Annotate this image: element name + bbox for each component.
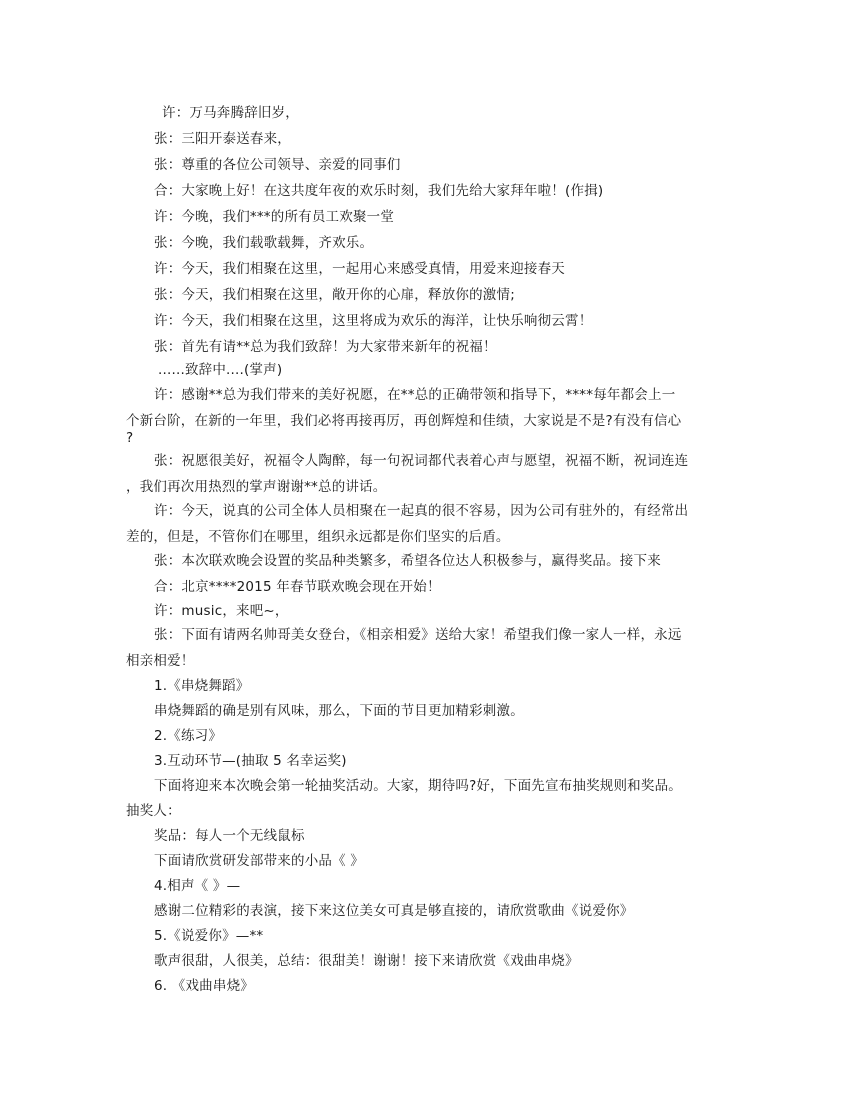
script-line: 张：下面有请两名帅哥美女登台，《相亲相爱》送给大家！希望我们像一家人一样，永远 bbox=[154, 627, 682, 643]
script-line: 抽奖人： bbox=[126, 803, 181, 819]
script-line: 许：今天，我们相聚在这里，一起用心来感受真情，用爱来迎接春天 bbox=[154, 261, 565, 277]
script-line: ? bbox=[126, 430, 134, 446]
script-line: 5.《说爱你》—** bbox=[154, 928, 264, 944]
script-line: 相亲相爱！ bbox=[126, 653, 195, 669]
script-line: 张：首先有请**总为我们致辞！为大家带来新年的祝福！ bbox=[154, 339, 497, 355]
script-line: 下面将迎来本次晚会第一轮抽奖活动。大家，期待吗?好，下面先宣布抽奖规则和奖品。 bbox=[154, 778, 682, 794]
script-line: 下面请欣赏研发部带来的小品《 》 bbox=[154, 853, 364, 869]
script-line: 2.《练习》 bbox=[154, 728, 223, 744]
script-line: ，我们再次用热烈的掌声谢谢**总的讲话。 bbox=[126, 479, 387, 495]
script-line: 奖品：每人一个无线鼠标 bbox=[154, 828, 305, 844]
script-line: 6. 《戏曲串烧》 bbox=[154, 978, 254, 994]
script-line: 差的，但是，不管你们在哪里，组织永远都是你们坚实的后盾。 bbox=[126, 529, 510, 545]
script-line: 1.《串烧舞蹈》 bbox=[154, 678, 250, 694]
script-line: 歌声很甜，人很美，总结：很甜美！谢谢！接下来请欣赏《戏曲串烧》 bbox=[154, 953, 579, 969]
script-line: 许：感谢**总为我们带来的美好祝愿，在**总的正确带领和指导下，****每年都会上一 bbox=[154, 387, 676, 403]
script-line: 合：大家晚上好！在这共度年夜的欢乐时刻，我们先给大家拜年啦！(作揖) bbox=[154, 183, 604, 199]
script-line: 3.互动环节—(抽取 5 名幸运奖) bbox=[154, 753, 347, 769]
script-line: 个新台阶，在新的一年里，我们必将再接再厉，再创辉煌和佳绩，大家说是不是?有没有信心 bbox=[126, 413, 682, 429]
script-line: 许：今天，说真的公司全体人员相聚在一起真的很不容易，因为公司有驻外的，有经常出 bbox=[154, 503, 689, 519]
script-line: 感谢二位精彩的表演，接下来这位美女可真是够直接的，请欣赏歌曲《说爱你》 bbox=[154, 903, 634, 919]
script-line: 4.相声《 》— bbox=[154, 878, 241, 894]
script-line: 许：今晚，我们***的所有员工欢聚一堂 bbox=[154, 209, 395, 225]
script-line: 张：本次联欢晚会设置的奖品种类繁多，希望各位达人积极参与，赢得奖品。接下来 bbox=[154, 553, 661, 569]
script-line: 张：今晚，我们载歌载舞，齐欢乐。 bbox=[154, 235, 374, 251]
script-line: 张：三阳开泰送春来， bbox=[154, 131, 291, 147]
script-line: 张：今天，我们相聚在这里，敞开你的心扉，释放你的激情; bbox=[154, 287, 515, 303]
script-line: 许：music，来吧~， bbox=[154, 603, 289, 619]
script-line: 串烧舞蹈的确是别有风味，那么，下面的节目更加精彩刺激。 bbox=[154, 703, 524, 719]
script-line: 许：万马奔腾辞旧岁， bbox=[162, 105, 299, 121]
script-line: ......致辞中....(掌声) bbox=[158, 362, 283, 378]
script-line: 张：祝愿很美好，祝福令人陶醉，每一句祝词都代表着心声与愿望，祝福不断，祝词连连 bbox=[154, 453, 689, 469]
script-line: 合：北京****2015 年春节联欢晚会现在开始！ bbox=[154, 579, 441, 595]
script-line: 张：尊重的各位公司领导、亲爱的同事们 bbox=[154, 157, 401, 173]
script-line: 许：今天，我们相聚在这里，这里将成为欢乐的海洋，让快乐响彻云霄！ bbox=[154, 313, 593, 329]
